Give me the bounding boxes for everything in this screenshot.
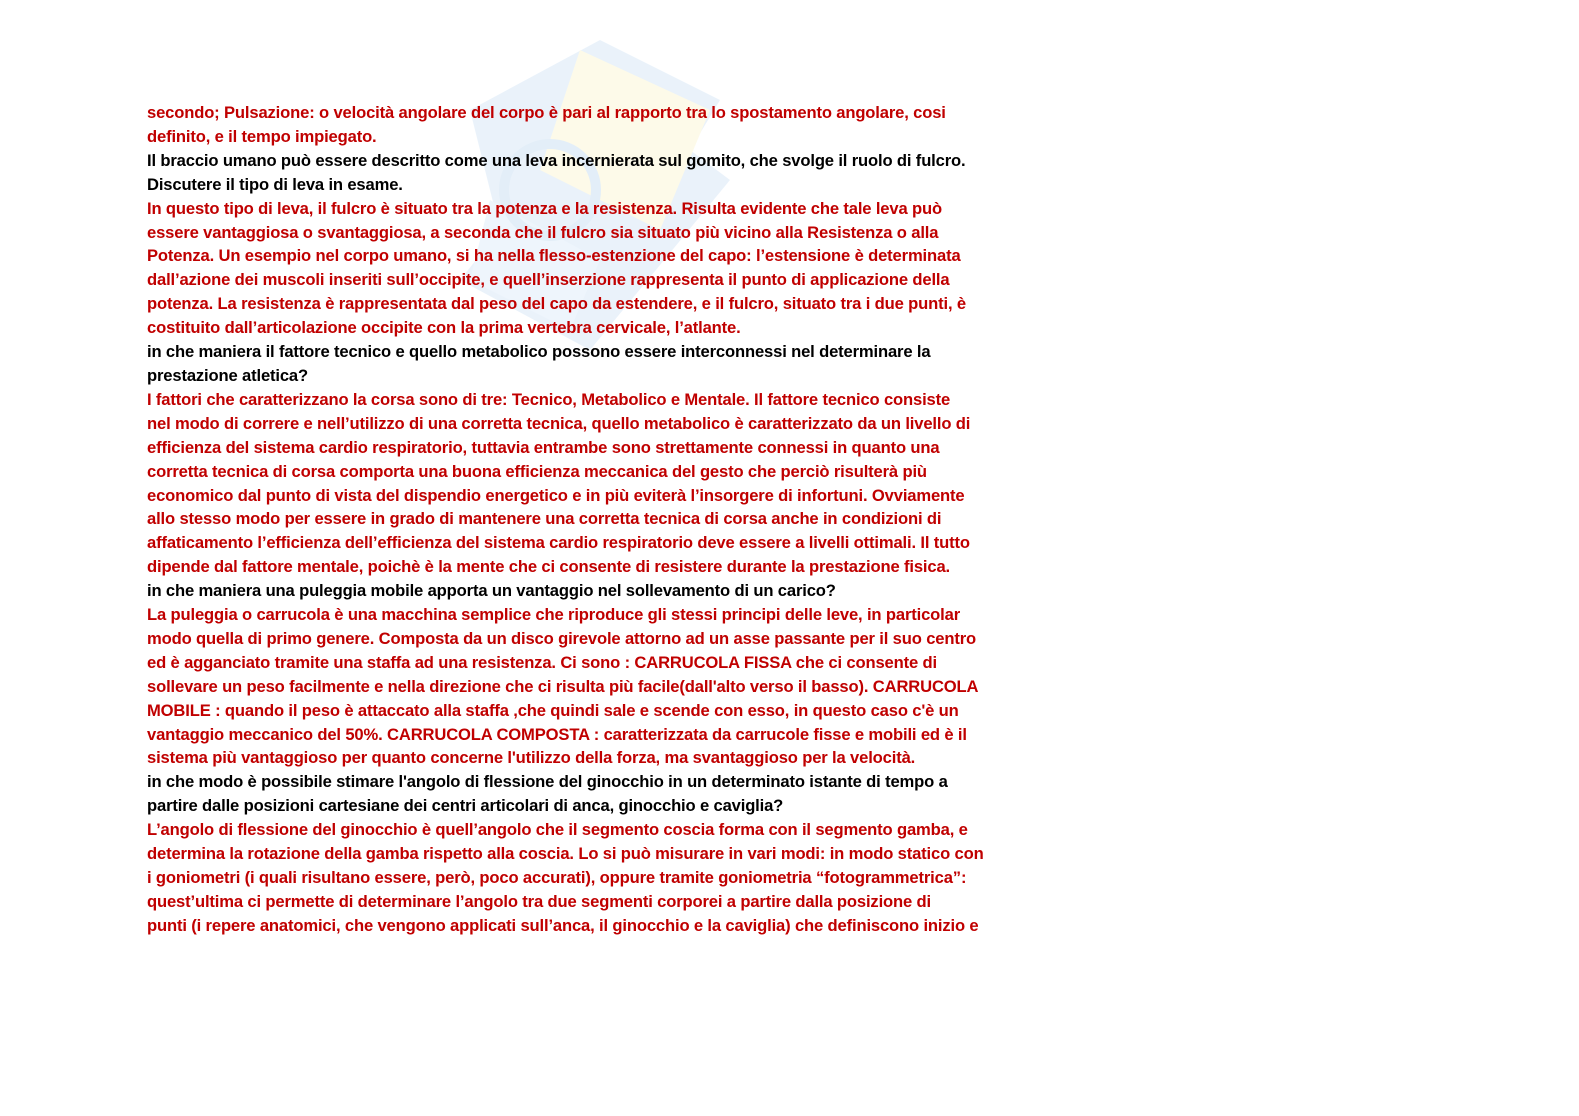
answer-line: quest’ultima ci permette di determinare l’angolo tra due segmenti corporei a partire dalla posizione di bbox=[147, 891, 931, 911]
answer-line: modo quella di primo genere. Composta da un disco girevole attorno ad un asse passante per il suo centro bbox=[147, 628, 977, 648]
answer-line: nel modo di correre e nell’utilizzo di una corretta tecnica, quello metabolico è caratterizzato da un livello di bbox=[147, 413, 971, 433]
answer-line: sistema più vantaggioso per quanto concerne l'utilizzo della forza, ma svantaggioso per la velocità. bbox=[147, 748, 916, 768]
answer-line: ed è agganciato tramite una staffa ad una resistenza. Ci sono : CARRUCOLA FISSA che ci consente di bbox=[147, 652, 937, 672]
answer-line: L’angolo di flessione del ginocchio è quell’angolo che il segmento coscia forma con il segmento gamba, e bbox=[147, 820, 968, 840]
answer-line: i goniometri (i quali risultano essere, però, poco accurati), oppure tramite goniometria “fotogrammetrica”: bbox=[147, 868, 967, 887]
answer-line: potenza. La resistenza è rappresentata dal peso del capo da estendere, e il fulcro, situato tra i due punti, è bbox=[147, 294, 966, 314]
question-line: in che modo è possibile stimare l'angolo di flessione del ginocchio in un determinato istante di tempo a bbox=[147, 772, 948, 792]
question-line: partire dalle posizioni cartesiane dei centri articolari di anca, ginocchio e caviglia? bbox=[147, 796, 784, 816]
answer-line: definito, e il tempo impiegato. bbox=[147, 126, 377, 146]
answer-line: La puleggia o carrucola è una macchina semplice che riproduce gli stessi principi delle leve, in particolar bbox=[147, 605, 960, 625]
document-text bbox=[147, 101, 1027, 938]
answer-line: Potenza. Un esempio nel corpo umano, si ha nella flesso-estenzione del capo: l’estensione è determinata bbox=[147, 246, 961, 266]
answer-line: punti (i repere anatomici, che vengono applicati sull’anca, il ginocchio e la caviglia) che definiscono inizio e bbox=[147, 915, 979, 935]
answer-line: costituito dall’articolazione occipite con la prima vertebra cervicale, l’atlante. bbox=[147, 318, 741, 338]
answer-line: secondo; Pulsazione: o velocità angolare del corpo è pari al rapporto tra lo spostamento angolare, cosi bbox=[147, 103, 946, 122]
question-line: in che maniera una puleggia mobile apporta un vantaggio nel sollevamento di un carico? bbox=[147, 581, 836, 601]
answer-line: vantaggio meccanico del 50%. CARRUCOLA COMPOSTA : caratterizzata da carrucole fisse e mobili ed è il bbox=[147, 724, 967, 744]
answer-line: allo stesso modo per essere in grado di mantenere una corretta tecnica di corsa anche in condizioni di bbox=[147, 509, 942, 529]
answer-line: dall’azione dei muscoli inseriti sull’occipite, e quell’inserzione rappresenta il punto di applicazione della bbox=[147, 270, 950, 290]
answer-line: determina la rotazione della gamba rispetto alla coscia. Lo si può misurare in vari modi: in modo statico con bbox=[147, 844, 984, 864]
answer-line: essere vantaggiosa o svantaggiosa, a seconda che il fulcro sia situato più vicino alla Resistenza o alla bbox=[147, 222, 939, 242]
question-line: prestazione atletica? bbox=[147, 365, 308, 385]
answer-line: affaticamento l’efficienza dell’efficienza del sistema cardio respiratorio deve essere a livelli ottimali. Il tutto bbox=[147, 533, 970, 553]
answer-line: economico dal punto di vista del dispendio energetico e in più eviterà l’insorgere di infortuni. Ovviamente bbox=[147, 485, 965, 505]
question-line: Il braccio umano può essere descritto come una leva incernierata sul gomito, che svolge il ruolo di fulcro. bbox=[147, 150, 966, 170]
answer-line: corretta tecnica di corsa comporta una buona efficienza meccanica del gesto che perciò risulterà più bbox=[147, 461, 927, 481]
question-line: Discutere il tipo di leva in esame. bbox=[147, 174, 403, 194]
answer-line: dipende dal fattore mentale, poichè è la mente che ci consente di resistere durante la prestazione fisica. bbox=[147, 557, 950, 577]
answer-line: I fattori che caratterizzano la corsa sono di tre: Tecnico, Metabolico e Mentale. Il fattore tecnico consiste bbox=[147, 389, 951, 409]
question-line: in che maniera il fattore tecnico e quello metabolico possono essere interconnessi nel determinare la bbox=[147, 342, 931, 362]
answer-line: efficienza del sistema cardio respiratorio, tuttavia entrambe sono strettamente connessi in quanto una bbox=[147, 437, 940, 457]
answer-line: In questo tipo di leva, il fulcro è situato tra la potenza e la resistenza. Risulta evidente che tale leva può bbox=[147, 198, 942, 218]
answer-line: sollevare un peso facilmente e nella direzione che ci risulta più facile(dall'alto verso il basso). CARRUCOLA bbox=[147, 676, 979, 696]
answer-line: MOBILE : quando il peso è attaccato alla staffa ,che quindi sale e scende con esso, in questo caso c'è un bbox=[147, 700, 959, 720]
